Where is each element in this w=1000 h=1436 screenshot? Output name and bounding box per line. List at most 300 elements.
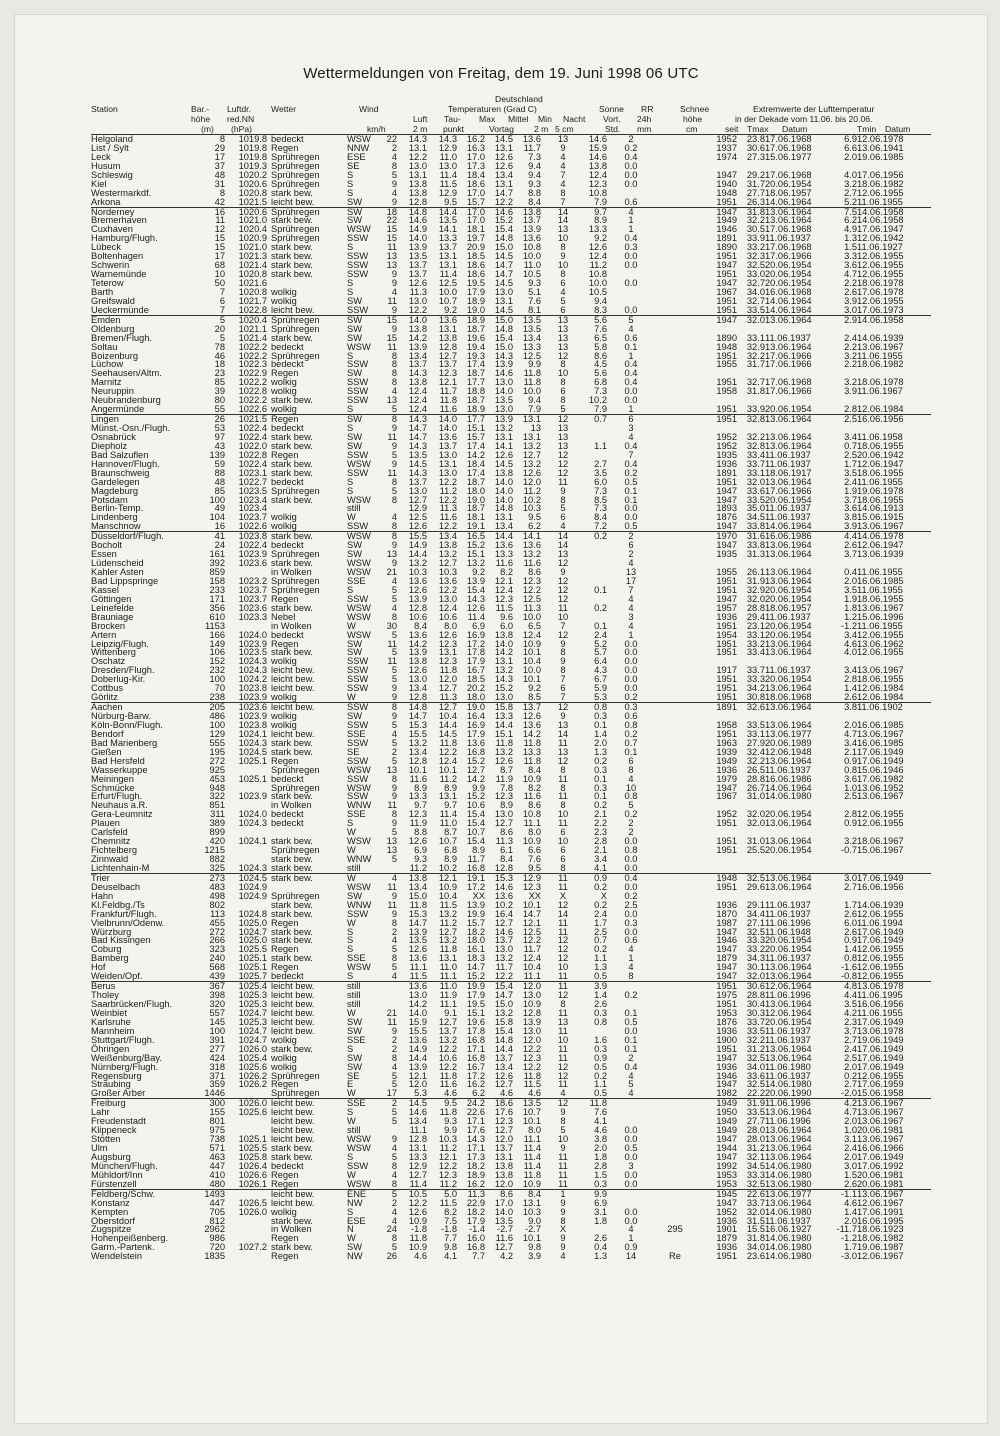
- cell-min-5cm: 13: [557, 134, 569, 144]
- cell-sonne: 2.5: [594, 926, 607, 937]
- cell-rr: 4: [628, 206, 634, 217]
- cell-temp-mittel: 15.4: [494, 332, 513, 343]
- cell-tmin: -11.7: [836, 1224, 857, 1235]
- cell-rr: 0.8: [624, 845, 638, 856]
- cell-wind-dir: SSW: [347, 791, 369, 802]
- cell-sonne: 2.3: [594, 827, 607, 838]
- cell-temp-tau: 13.2: [438, 935, 457, 946]
- cell-temp-luft: 12.7: [408, 494, 427, 505]
- cell-temp-max: 16.8: [466, 862, 485, 873]
- cell-wind-dir: WSW: [347, 558, 371, 569]
- cell-tmin-date: 14.06.1978: [857, 531, 904, 542]
- cell-sonne: 6.7: [594, 674, 607, 685]
- cell-temp-max: 19.1: [466, 521, 485, 532]
- cell-temp-max: 20.2: [466, 683, 485, 694]
- cell-seit: 1958: [716, 719, 737, 730]
- cell-temp-min: 8.4: [528, 1188, 541, 1199]
- cell-temp-luft: 13.2: [408, 558, 427, 569]
- cell-wind-speed: 9: [391, 178, 397, 189]
- cell-station: Bad Marienberg: [91, 737, 158, 748]
- cell-tmax-date: 11.06.1937: [765, 503, 811, 514]
- cell-wind-speed: 26: [386, 1251, 397, 1262]
- cell-wetter: wolkig: [271, 404, 297, 415]
- cell-sonne: 0.5: [594, 1061, 607, 1072]
- cell-wind-dir: SSW: [347, 593, 369, 604]
- cell-station: Augsburg: [91, 1151, 131, 1162]
- cell-rr: 3: [628, 423, 634, 433]
- cell-min-5cm: 9: [560, 711, 566, 721]
- cell-rr: 0.7: [624, 737, 638, 748]
- cell-tmin-date: 11.06.1955: [857, 196, 903, 207]
- cell-wind-speed: 8: [391, 414, 397, 425]
- cell-temp-min: 10.9: [522, 836, 541, 847]
- cell-tmax: 31.2: [746, 1143, 765, 1153]
- cell-luftdruck: 1022.2: [238, 341, 267, 352]
- cell-sonne: 6.5: [594, 332, 607, 343]
- cell-wind-speed: 17: [386, 1088, 397, 1099]
- cell-wind-speed: 8: [391, 917, 397, 928]
- cell-wind-speed: 15: [386, 332, 397, 343]
- cell-station: Görlitz: [91, 692, 118, 703]
- cell-temp-luft: 12.4: [408, 395, 427, 406]
- cell-rr: 0.4: [624, 872, 638, 883]
- cell-bar-hoehe: 273: [209, 872, 225, 883]
- cell-wind-speed: 4: [391, 512, 397, 523]
- cell-wetter: bedeckt: [271, 423, 304, 433]
- cell-temp-luft: 12.6: [408, 278, 427, 288]
- cell-tmin-date: 12.06.1955: [857, 944, 904, 955]
- cell-wind-dir: WSW: [347, 764, 371, 775]
- cell-temp-mittel: 15.4: [494, 224, 513, 235]
- cell-min-5cm: 12: [557, 702, 569, 713]
- cell-tmin: 1.2: [844, 611, 857, 622]
- cell-temp-tau: 12.3: [438, 368, 457, 379]
- cell-temp-min: 10.9: [522, 638, 541, 649]
- cell-bar-hoehe: 389: [209, 818, 225, 829]
- cell-temp-min: 14.2: [522, 728, 541, 739]
- cell-tmax-date: 12.06.1948: [765, 746, 812, 757]
- cell-min-5cm: 8: [560, 764, 566, 775]
- cell-tmax: 33.1: [746, 728, 765, 739]
- cell-temp-min: 8.6: [528, 567, 541, 577]
- cell-station: Lüchow: [91, 359, 124, 370]
- cell-tmin-date: 20.06.1981: [857, 1178, 904, 1189]
- cell-station: Aachen: [91, 702, 123, 713]
- cell-tmin-date: 13.06.1967: [857, 1098, 904, 1109]
- cell-sonne: 0.3: [594, 764, 607, 775]
- cell-luftdruck: 1021.4: [238, 260, 267, 271]
- cell-station: Marnitz: [91, 377, 122, 388]
- cell-station: Köln-Bonn/Flugh.: [91, 719, 163, 730]
- cell-bar-hoehe: 1446: [204, 1088, 225, 1099]
- cell-seit: 1948: [716, 187, 737, 198]
- cell-bar-hoehe: 720: [209, 1242, 225, 1253]
- cell-wind-speed: 9: [391, 540, 397, 551]
- cell-temp-luft: 13.4: [408, 1116, 427, 1127]
- cell-tmin-date: 17.06.1956: [857, 169, 904, 180]
- table-row: [91, 1252, 931, 1261]
- cell-seit: 1891: [716, 233, 737, 244]
- cell-sonne: 0.2: [594, 755, 607, 766]
- cell-seit: 1890: [716, 242, 737, 253]
- cell-station: Oberstdorf: [91, 1215, 135, 1226]
- cell-sonne: 8.9: [594, 215, 607, 226]
- cell-rr: 0.0: [624, 674, 638, 685]
- cell-wind-dir: SW: [347, 647, 362, 658]
- cell-bar-hoehe: 80: [214, 395, 225, 406]
- cell-temp-mittel: 15.0: [494, 999, 513, 1009]
- cell-luftdruck: 1025.6: [238, 1061, 267, 1072]
- cell-temp-tau: 13.8: [438, 332, 457, 343]
- cell-temp-max: 14.7: [466, 962, 485, 973]
- cell-tmax: 32.0: [746, 1206, 765, 1217]
- cell-tmin-date: 18.06.1955: [857, 494, 904, 505]
- cell-temp-mittel: 15.3: [494, 872, 513, 883]
- cell-min-5cm: 9: [560, 142, 566, 153]
- cell-wind-dir: SW: [347, 215, 362, 226]
- cell-wind-speed: 8: [391, 521, 397, 532]
- cell-temp-max: 17.7: [466, 414, 485, 425]
- cell-temp-min: 12.3: [522, 575, 541, 586]
- cell-wind-speed: 5: [391, 485, 397, 496]
- cell-tmax: 33.3: [746, 935, 765, 946]
- cell-tmin-date: 12.06.1978: [857, 134, 904, 144]
- cell-temp-tau: 9.5: [444, 1098, 457, 1109]
- cell-tmin: 2.0: [844, 575, 857, 586]
- cell-tmax: 31.8: [746, 386, 765, 397]
- cell-seit: 1947: [716, 169, 737, 180]
- cell-sonne: 14.6: [588, 134, 607, 144]
- cell-tmin: 2.8: [844, 674, 857, 685]
- cell-tmax-date: 17.06.1968: [765, 224, 812, 235]
- cell-temp-min: 8.0: [528, 1125, 541, 1136]
- cell-wetter: wolkig: [271, 656, 297, 667]
- cell-tmin: 3.2: [844, 350, 857, 361]
- cell-temp-luft: 12.6: [408, 521, 427, 532]
- cell-station: Coburg: [91, 944, 122, 955]
- cell-temp-luft: 13.5: [408, 251, 427, 262]
- cell-tmin: 3.4: [844, 629, 857, 640]
- cell-temp-mittel: 16.4: [494, 908, 513, 919]
- cell-tmin-date: 12.06.1955: [857, 260, 904, 271]
- cell-min-5cm: 13: [557, 719, 569, 730]
- cell-station: Mannheim: [91, 1025, 135, 1036]
- table-row: [91, 693, 931, 702]
- cell-sonne: 0.2: [594, 881, 607, 892]
- cell-temp-max: 10.7: [466, 827, 485, 838]
- cell-rr: 0.4: [624, 1061, 638, 1072]
- cell-rr: 4: [628, 620, 634, 631]
- cell-temp-luft: 13.2: [408, 737, 427, 748]
- cell-seit: 1992: [716, 1160, 737, 1171]
- cell-tmin-date: 17.06.1949: [857, 1061, 904, 1072]
- cell-wetter: stark bew.: [271, 1215, 313, 1226]
- cell-bar-hoehe: 17: [214, 251, 225, 262]
- cell-wetter: leicht bew.: [271, 1098, 315, 1109]
- cell-temp-tau: 11.6: [439, 404, 457, 415]
- cell-temp-mittel: 14.5: [494, 134, 513, 144]
- cell-bar-hoehe: 70: [214, 683, 225, 694]
- cell-min-5cm: 14: [557, 206, 569, 217]
- cell-temp-max: 11.7: [467, 854, 485, 864]
- cell-temp-mittel: 18.6: [494, 1098, 513, 1109]
- cell-luftdruck: 1024.1: [238, 836, 267, 847]
- cell-temp-min: 10.4: [522, 656, 541, 667]
- cell-wind-dir: still: [347, 862, 361, 873]
- cell-tmin-date: 17.06.1992: [857, 1160, 904, 1171]
- cell-sonne: 13.3: [588, 224, 607, 235]
- cell-tmin-date: 18.06.1982: [857, 1233, 904, 1244]
- cell-temp-luft: 13.1: [408, 169, 427, 180]
- cell-station: Hohenpeißenberg.: [91, 1233, 169, 1244]
- cell-rr: 2: [628, 134, 634, 144]
- cell-bar-hoehe: 11: [215, 215, 225, 226]
- header-nacht: Nacht: [563, 114, 586, 124]
- cell-wetter: Regen: [271, 1178, 299, 1189]
- cell-temp-min: 12.3: [522, 1052, 541, 1063]
- cell-temp-max: 18.5: [466, 674, 485, 685]
- cell-luftdruck: 1020.4: [238, 314, 267, 325]
- cell-min-5cm: 8: [560, 800, 566, 811]
- cell-tmax: 34.2: [746, 683, 765, 694]
- cell-temp-min: 10.9: [522, 773, 541, 784]
- cell-rr: 0.4: [624, 377, 638, 388]
- cell-temp-max: 16.2: [466, 134, 485, 144]
- cell-temp-min: 13.6: [522, 719, 541, 730]
- cell-tmax-date: 20.06.1954: [765, 944, 812, 955]
- cell-temp-max: 18.0: [466, 692, 485, 703]
- cell-min-5cm: 11: [558, 791, 568, 802]
- cell-luftdruck: 1024.1: [238, 728, 267, 739]
- cell-rr: 0.4: [624, 368, 638, 379]
- cell-sonne: 9.4: [594, 295, 607, 306]
- cell-rr: 7: [628, 584, 634, 595]
- cell-tmax: 33.7: [746, 1197, 765, 1208]
- table-row: [91, 864, 931, 873]
- cell-temp-min: 8.5: [528, 692, 541, 703]
- cell-rr: 0.1: [624, 341, 638, 352]
- cell-temp-luft: 14.2: [408, 999, 427, 1009]
- cell-temp-min: 13.5: [522, 314, 541, 325]
- cell-tmin-date: 12.06.1984: [857, 683, 904, 694]
- cell-rr: 0.5: [624, 1016, 638, 1027]
- cell-seit: 1947: [716, 521, 737, 532]
- cell-rr: 0.0: [624, 683, 638, 694]
- cell-min-5cm: 8: [560, 1215, 566, 1226]
- cell-bar-hoehe: 801: [209, 1116, 225, 1127]
- cell-station: Diepholz: [91, 440, 128, 451]
- cell-rr: 0.0: [624, 1178, 638, 1189]
- cell-wind-speed: 5: [391, 962, 397, 973]
- cell-wetter: Sprühregen: [271, 169, 320, 180]
- cell-station: Oldenburg: [91, 323, 135, 334]
- cell-seit: 1947: [716, 962, 737, 973]
- cell-seit: 1955: [716, 359, 737, 370]
- cell-sonne: 6.0: [594, 476, 607, 487]
- header-mittel: Mittel: [508, 114, 529, 124]
- cell-luftdruck: 1020.6: [238, 206, 267, 217]
- cell-seit: 1946: [716, 935, 737, 946]
- cell-sonne: 7.3: [594, 503, 607, 514]
- cell-temp-luft: 14.4: [408, 1052, 427, 1063]
- cell-luftdruck: 1024.7: [238, 1034, 267, 1045]
- cell-temp-max: 18.5: [466, 251, 485, 262]
- cell-tmax: 33.5: [746, 1107, 765, 1118]
- cell-temp-max: 19.7: [466, 233, 485, 244]
- cell-tmin: 4.7: [844, 1107, 857, 1118]
- cell-station: Frankfurt/Flugh.: [91, 908, 157, 919]
- cell-temp-min: 10.2: [522, 494, 541, 505]
- cell-temp-max: 18.2: [466, 926, 485, 937]
- cell-wind-dir: E: [347, 1079, 354, 1090]
- cell-temp-luft: 12.2: [408, 151, 427, 162]
- cell-seit: 1947: [716, 1079, 737, 1090]
- cell-bar-hoehe: 205: [209, 702, 225, 713]
- cell-station: Zinnwald: [91, 854, 129, 864]
- cell-bar-hoehe: 483: [209, 881, 225, 892]
- cell-temp-min: 10.3: [522, 503, 541, 514]
- cell-temp-luft: 13.7: [408, 359, 427, 370]
- cell-temp-min: 11.5: [523, 1079, 541, 1090]
- cell-min-5cm: 12: [557, 575, 569, 586]
- cell-wind-dir: SSW: [347, 702, 369, 713]
- cell-temp-luft: 13.6: [408, 981, 427, 992]
- cell-tmax-date: 13.06.1964: [765, 1151, 812, 1162]
- cell-luftdruck: 1021.0: [238, 242, 267, 253]
- cell-luftdruck: 1026.5: [238, 1197, 267, 1208]
- cell-temp-min: XX: [528, 890, 541, 901]
- cell-temp-tau: 9.1: [444, 1007, 457, 1018]
- cell-wind-speed: 21: [386, 1007, 397, 1018]
- cell-wind-dir: S: [347, 584, 354, 595]
- cell-temp-luft: 13.3: [408, 1151, 427, 1162]
- cell-temp-tau: 11.2: [439, 1178, 457, 1189]
- cell-wind-dir: SSW: [347, 449, 369, 460]
- cell-wind-speed: 9: [391, 782, 397, 793]
- cell-temp-max: 16.5: [466, 531, 485, 542]
- cell-temp-max: 16.8: [466, 746, 485, 757]
- cell-temp-max: 18.1: [466, 512, 485, 523]
- cell-tmax-date: 16.06.1986: [765, 531, 812, 542]
- cell-temp-luft: 13.5: [408, 449, 427, 460]
- cell-tmin: 4.7: [844, 728, 857, 739]
- cell-rr: 0.4: [624, 440, 638, 451]
- cell-temp-min: 9.3: [528, 278, 541, 288]
- cell-temp-max: 16.8: [466, 1242, 485, 1253]
- cell-temp-mittel: 13.8: [494, 1160, 513, 1171]
- cell-bar-hoehe: 15: [214, 242, 225, 253]
- cell-tmax: 33.2: [746, 638, 765, 649]
- cell-temp-luft: 12.0: [408, 1079, 427, 1090]
- cell-rr: 5: [628, 314, 634, 325]
- cell-wind-dir: WSW: [347, 1143, 371, 1153]
- cell-wetter: Sprühregen: [271, 845, 320, 856]
- cell-seit: 1947: [716, 485, 737, 496]
- cell-wetter: wolkig: [271, 692, 297, 703]
- cell-bar-hoehe: 610: [209, 611, 225, 622]
- cell-temp-max: 6.2: [472, 1088, 485, 1099]
- cell-tmin-date: 16.06.1985: [857, 575, 904, 586]
- cell-tmax: 32.2: [746, 215, 765, 226]
- cell-tmax: 33.4: [746, 647, 765, 658]
- cell-tmax: 33.1: [746, 467, 765, 478]
- cell-seit: 1951: [716, 836, 737, 847]
- cell-luftdruck: 1022.3: [238, 359, 267, 370]
- cell-temp-min: 10.9: [522, 1178, 541, 1189]
- cell-wind-speed: 5: [391, 593, 397, 604]
- cell-bar-hoehe: 24: [214, 540, 225, 551]
- header-bar3: (m): [201, 124, 214, 134]
- cell-temp-luft: 12.8: [408, 1134, 427, 1145]
- cell-rr: 0.3: [624, 242, 638, 253]
- cell-bar-hoehe: 17: [214, 151, 225, 162]
- cell-wetter: stark bew.: [271, 1143, 313, 1153]
- cell-tmin: -1.6: [840, 962, 857, 973]
- cell-sonne: 0.1: [594, 791, 607, 802]
- cell-luftdruck: 1025.4: [238, 1052, 267, 1063]
- cell-wetter: stark bew.: [271, 215, 313, 226]
- cell-wind-dir: WSW: [347, 611, 371, 622]
- cell-temp-mittel: 13.6: [494, 540, 513, 551]
- cell-luftdruck: 1019.8: [238, 151, 267, 162]
- cell-rr: 6: [628, 414, 634, 425]
- cell-sonne: 1.3: [594, 1251, 607, 1262]
- cell-wetter: stark bew.: [271, 260, 313, 271]
- cell-sonne: 0.1: [594, 773, 607, 784]
- cell-wind-dir: WSW: [347, 341, 371, 352]
- cell-wetter: stark bew.: [271, 746, 313, 757]
- cell-wind-speed: 11: [387, 1016, 397, 1027]
- cell-temp-max: 19.9: [466, 908, 485, 919]
- cell-temp-tau: 5.0: [444, 1188, 457, 1199]
- cell-temp-tau: 13.0: [438, 160, 457, 171]
- cell-wind-speed: 5: [391, 854, 397, 864]
- cell-luftdruck: 1021.3: [238, 251, 267, 262]
- cell-temp-mittel: 14.6: [494, 926, 513, 937]
- cell-temp-mittel: 13.6: [494, 890, 513, 901]
- header-rr2: 24h: [637, 114, 652, 124]
- cell-temp-luft: 13.4: [408, 350, 427, 361]
- cell-tmin: 3.0: [844, 872, 857, 883]
- cell-min-5cm: 9: [560, 251, 566, 262]
- cell-tmin-date: 17.06.1982: [857, 773, 904, 784]
- cell-temp-tau: 11.3: [439, 692, 457, 703]
- cell-tmax: 32.7: [746, 295, 765, 306]
- cell-tmax-date: 17.06.1968: [765, 142, 812, 153]
- cell-temp-tau: 13.1: [438, 458, 457, 469]
- cell-temp-min: 11.8: [523, 1169, 541, 1180]
- cell-wetter: leicht bew.: [271, 702, 315, 713]
- cell-temp-mittel: 13.4: [494, 1061, 513, 1072]
- cell-temp-tau: 12.1: [438, 872, 457, 883]
- cell-tmax-date: 13.06.1980: [765, 1178, 812, 1189]
- cell-min-5cm: 14: [557, 728, 569, 739]
- cell-tmin: 6.0: [844, 917, 857, 928]
- cell-tmax-date: 13.06.1964: [765, 971, 812, 982]
- cell-rr: 0.0: [624, 647, 638, 658]
- cell-wind-dir: SSW: [347, 467, 369, 478]
- cell-station: Gera-Leumnitz: [91, 809, 153, 820]
- cell-tmin: -2.0: [840, 1088, 857, 1099]
- cell-rr: 1: [628, 350, 634, 361]
- cell-luftdruck: 1020.8: [238, 187, 267, 198]
- cell-wetter: in Wolken: [271, 567, 312, 577]
- cell-temp-mittel: 13.8: [494, 1169, 513, 1180]
- cell-bar-hoehe: 31: [214, 178, 225, 189]
- cell-temp-luft: 13.0: [408, 485, 427, 496]
- cell-tmax: 31.6: [746, 531, 765, 542]
- cell-min-5cm: 12: [557, 755, 569, 766]
